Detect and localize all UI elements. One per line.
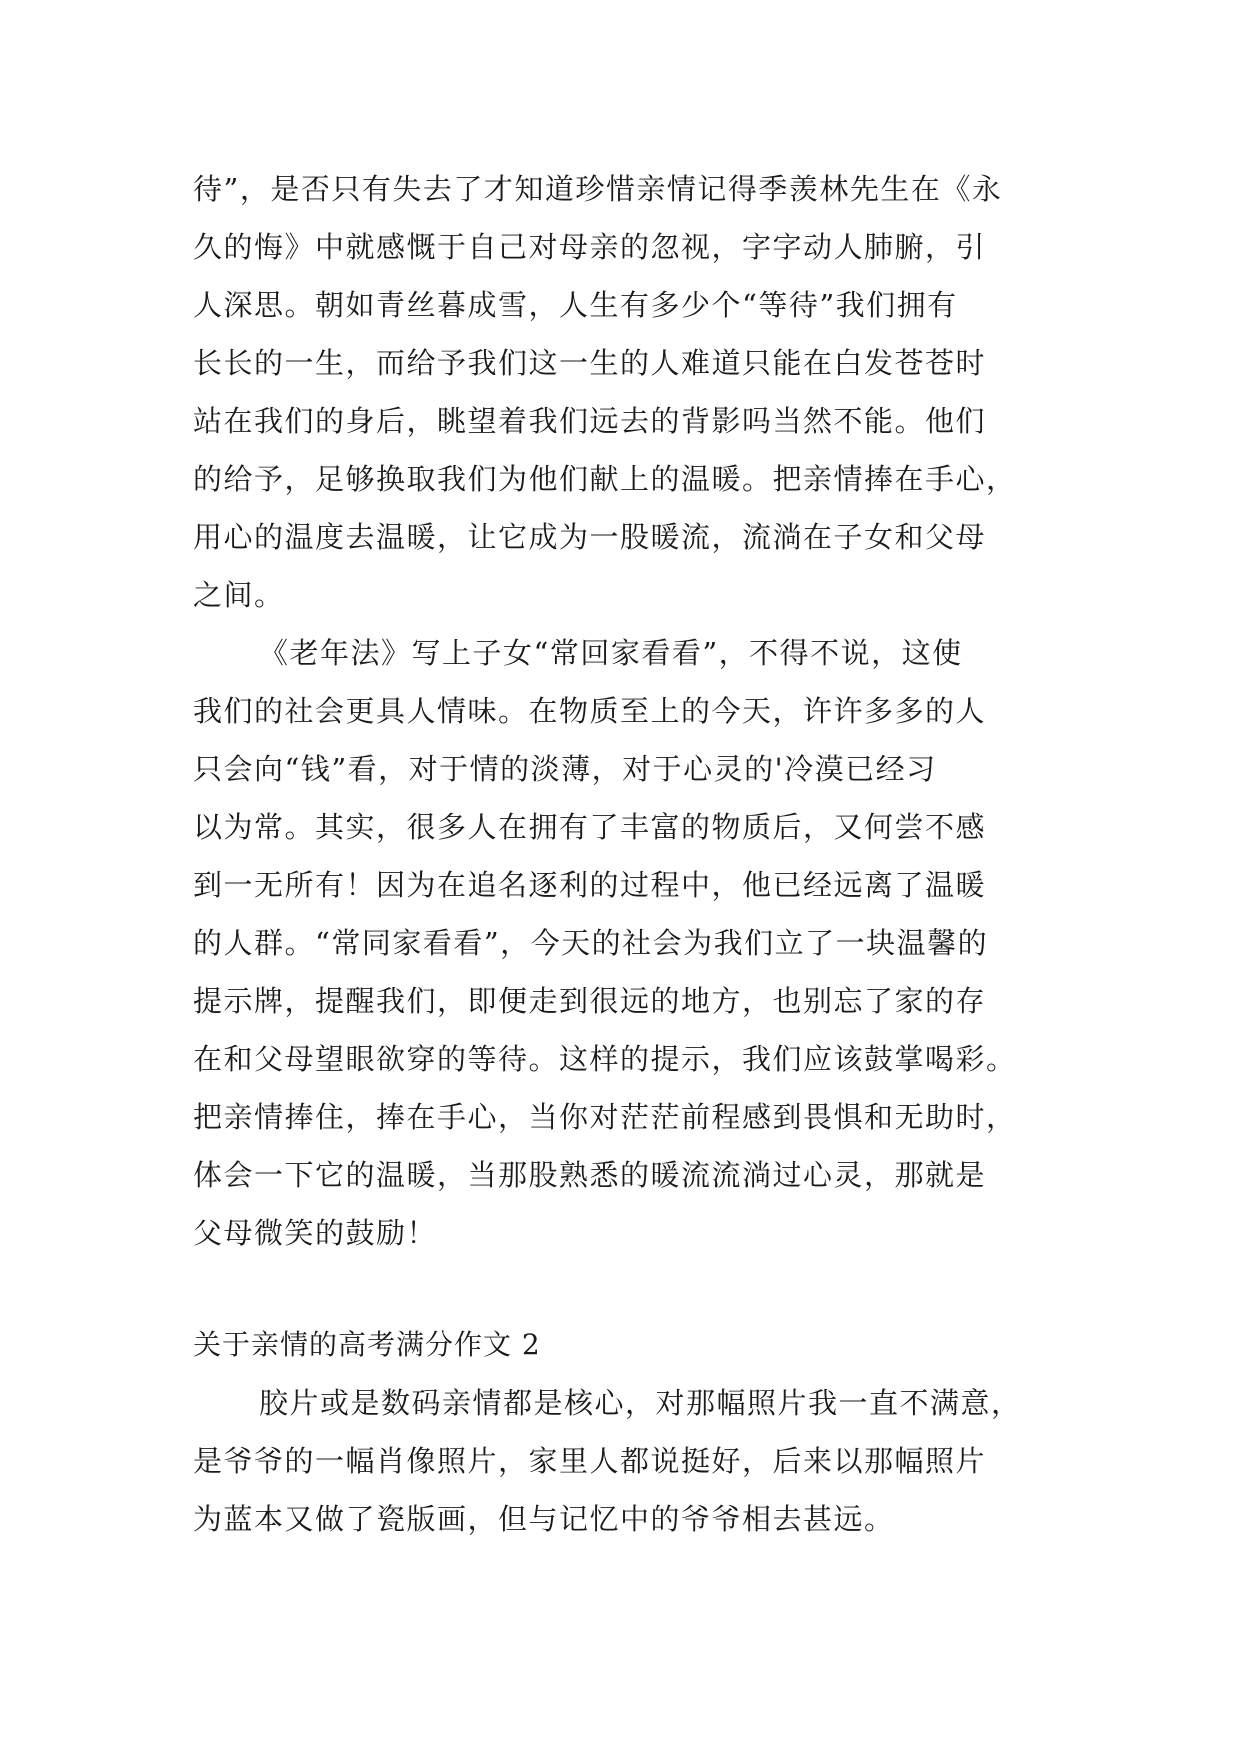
text-line: 的人群。“常同家看看”，今天的社会为我们立了一块温馨的	[193, 926, 989, 960]
text-line: 在和父母望眼欲穿的等待。这样的提示，我们应该鼓掌喝彩。	[193, 1042, 1017, 1076]
text-line: 到一无所有！因为在追名逐利的过程中，他已经远离了温暖	[193, 868, 987, 902]
text-line: 以为常。其实，很多人在拥有了丰富的物质后，又何尝不感	[193, 810, 987, 844]
text-line: 之间。	[193, 578, 285, 612]
text-line: 长长的一生，而给予我们这一生的人难道只能在白发苍苍时	[193, 346, 987, 380]
text-line: 把亲情捧住，捧在手心，当你对茫茫前程感到畏惧和无助时，	[193, 1100, 1017, 1134]
text-line: 人深思。朝如青丝暮成雪，人生有多少个“等待”我们拥有	[193, 288, 958, 322]
text-line: 待”，是否只有失去了才知道珍惜亲情记得季羡林先生在《永	[193, 172, 1003, 206]
text-line: 体会一下它的温暖，当那股熟悉的暖流流淌过心灵，那就是	[193, 1158, 987, 1192]
text-line: 父母微笑的鼓励！	[193, 1216, 438, 1250]
paragraph-3	[193, 1374, 1053, 1548]
paragraph-1	[193, 160, 1053, 624]
document-page	[193, 160, 1053, 1548]
text-line: 为蓝本又做了瓷版画，但与记忆中的爷爷相去甚远。	[193, 1502, 895, 1536]
text-line: 站在我们的身后，眺望着我们远去的背影吗当然不能。他们	[193, 404, 987, 438]
paragraph-2	[193, 624, 1053, 1262]
text-line: 《老年法》写上子女“常回家看看”，不得不说，这使	[259, 636, 963, 670]
section-heading: 关于亲情的高考满分作文 2	[193, 1328, 541, 1361]
text-line: 用心的温度去温暖，让它成为一股暖流，流淌在子女和父母	[193, 520, 987, 554]
text-line: 提示牌，提醒我们，即便走到很远的地方，也别忘了家的存	[193, 984, 987, 1018]
text-line: 胶片或是数码亲情都是核心，对那幅照片我一直不满意，	[259, 1386, 1022, 1420]
text-line: 只会向“钱”看，对于情的淡薄，对于心灵的'冷漠已经习	[193, 752, 937, 786]
text-line: 是爷爷的一幅肖像照片，家里人都说挺好，后来以那幅照片	[193, 1444, 987, 1478]
text-line: 的给予，足够换取我们为他们献上的温暖。把亲情捧在手心，	[193, 462, 1017, 496]
text-line: 久的悔》中就感慨于自己对母亲的忽视，字字动人肺腑，引	[193, 230, 987, 264]
text-line: 我们的社会更具人情味。在物质至上的今天，许许多多的人	[193, 694, 987, 728]
